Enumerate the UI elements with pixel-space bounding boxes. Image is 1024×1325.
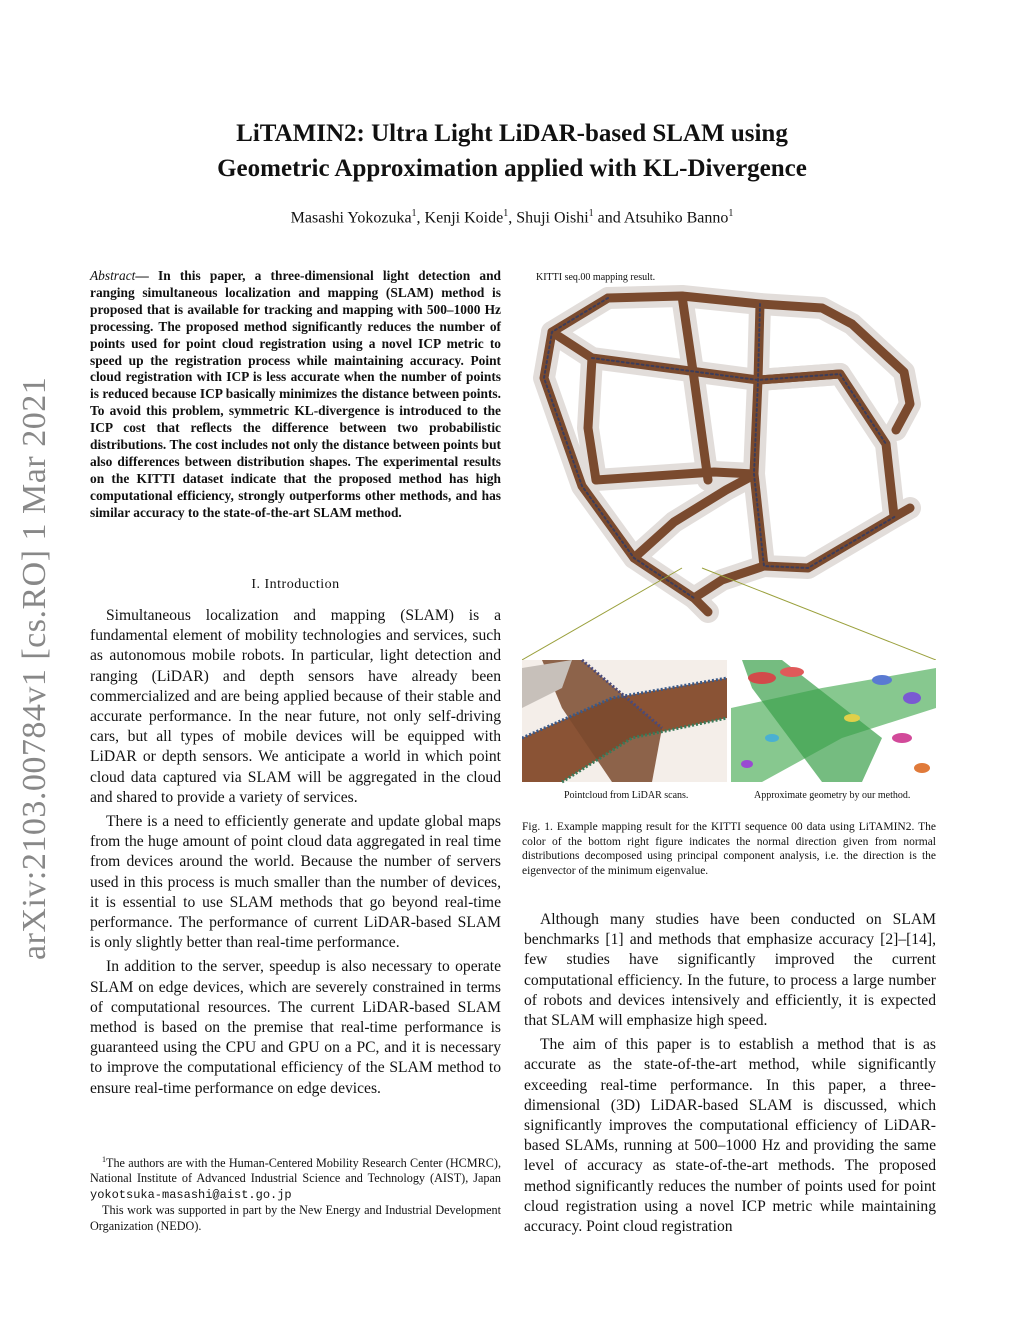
paragraph: In addition to the server, speedup is also necessary to operate SLAM on edge devices, which are severely constrained in terms of computational resources. The current LiDAR-based SLAM method is based on the premise that real-time performance is guaranteed using the CPU and GPU on a PC, and it is necessary to improve the computational efficiency of the SLAM method to ensure real-time performance on edge devices.: [90, 958, 501, 1097]
footnote-marker: 1: [102, 1155, 106, 1164]
author-email[interactable]: yokotsuka-masashi@aist.go.jp: [90, 1187, 292, 1202]
map-road-network: [544, 296, 910, 612]
approximate-geometry-panel: [731, 660, 936, 782]
right-panel-label: Approximate geometry by our method.: [754, 790, 911, 801]
abstract-text: In this paper, a three-dimensional light detection and ranging simultaneous localization and mapping (SLAM) method is proposed that is available for tracking and mapping with 500–1000 Hz processing. The proposed method significantly reduces the number of points used for point cloud registration using a novel ICP metric to speed up the registration process while maintaining accuracy. Point cloud registration with ICP is less accurate when the number of points is reduced because ICP basically minimizes the distance between points. To avoid this problem, symmetric KL-divergence is introduced to the ICP cost that reflects the difference between two probabilistic distributions. The cost includes not only the distance between points but also differences between distribution shapes. The experimental results on the KITTI dataset indicate that the proposed method has high computational efficiency, strongly outperforms other methods, and has similar accuracy to the state-of-the-art SLAM method.: [90, 268, 501, 520]
paragraph: The aim of this paper is to establish a method that is as accurate as the state-of-the-art method, while significantly exceeding real-time performance. In this paper, a three-dimensional (3D) LiDAR-based SLAM is discussed, which significantly improves the computational efficiency of LiDAR-based SLAMs, running at 500–1000 Hz and providing the same level of accuracy as state-of-the-art methods. The proposed method significantly reduces the number of points used for point cloud registration using a novel ICP metric while maintaining accuracy. Point cloud registration: [524, 1036, 936, 1236]
paper-title: [100, 116, 924, 186]
figure-graphic: [522, 268, 936, 808]
left-panel-label: Pointcloud from LiDAR scans.: [564, 790, 689, 801]
author-affiliation: 1: [728, 208, 734, 219]
figure-1: [522, 268, 936, 808]
author: Atsuhiko Banno: [623, 209, 729, 227]
figure-top-label: KITTI seq.00 mapping result.: [536, 272, 656, 283]
pointcloud-panel: [522, 660, 727, 782]
paragraph: Although many studies have been conducted on SLAM benchmarks [1] and methods that emphasize accuracy [2]–[14], few studies have significantly improved the current computational efficiency. In the future, to process a large number of robots and devices intensively and efficiently, it is expected that SLAM will emphasize high speed.: [524, 911, 936, 1030]
author-list: [100, 208, 924, 227]
footnote-text: The authors are with the Human-Centered Mobility Research Center (HCMRC), National Institute of Advanced Industrial Science and Technology (AIST), Japan: [90, 1156, 501, 1186]
abstract-dash: —: [135, 268, 149, 283]
arxiv-identifier: arXiv:2103.00784v1 [cs.RO] 1 Mar 2021: [16, 376, 53, 960]
footnote: [90, 1152, 501, 1234]
author: Shuji Oishi: [516, 209, 589, 227]
abstract-label: Abstract: [90, 268, 136, 283]
author-separator: and: [593, 209, 624, 227]
author: Masashi Yokozuka: [290, 209, 412, 227]
abstract: [90, 268, 501, 522]
author-affiliation: 1: [503, 208, 509, 219]
footnote-support: This work was supported in part by the New Energy and Industrial Development Organization (NEDO).: [90, 1203, 501, 1233]
title-line-1: LiTAMIN2: Ultra Light LiDAR-based SLAM using: [236, 120, 788, 147]
left-column-body: [90, 606, 501, 1103]
paragraph: Simultaneous localization and mapping (SLAM) is a fundamental element of mobility technologies and services, such as autonomous mobile robots. In particular, light detection and ranging (LiDAR) and depth sensors have already been commercialized and are being applied because of their stable and accurate performance. In the near future, not only self-driving cars, but all types of mobile devices will be equipped with LiDAR or depth sensors. We anticipate a world in which point cloud data captured via SLAM will be aggregated in the cloud and shared to provide a variety of services.: [90, 607, 501, 806]
author-affiliation: 1: [588, 208, 594, 219]
section-heading-introduction: I. Introduction: [251, 577, 340, 592]
footnote-affiliation: [90, 1152, 501, 1203]
right-column-body: [524, 910, 936, 1241]
author-separator: ,: [508, 209, 517, 227]
author-separator: ,: [416, 209, 425, 227]
author-affiliation: 1: [411, 208, 417, 219]
figure-caption: Fig. 1. Example mapping result for the KITTI sequence 00 data using LiTAMIN2. The color of the bottom right figure indicates the normal direction given from normal distributions decomposed using principal component analysis, i.e. the direction is the eigenvector of the minimum eigenvalue.: [522, 821, 936, 877]
paragraph: There is a need to efficiently generate and update global maps from the huge amount of point cloud data aggregated in real time from devices around the world. Because the number of servers used in this process is much smaller than the number of devices, it is essential to use SLAM methods that go beyond real-time performance. The performance of current LiDAR-based SLAM is only slightly better than real-time performance.: [90, 813, 501, 952]
author: Kenji Koide: [424, 209, 504, 227]
title-line-2: Geometric Approximation applied with KL-Divergence: [217, 155, 807, 182]
